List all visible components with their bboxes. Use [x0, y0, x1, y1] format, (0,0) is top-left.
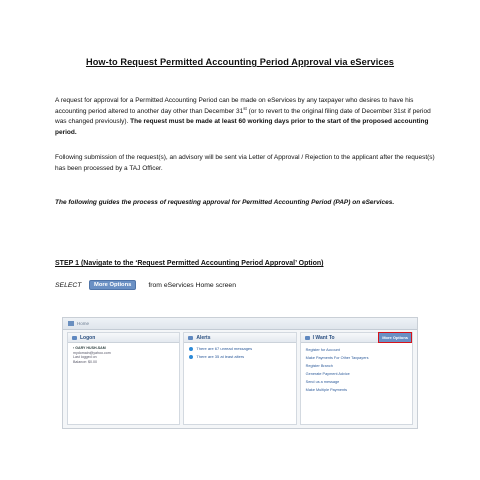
last-logged: Last logged on — [73, 355, 97, 360]
intro-superscript: st — [243, 105, 247, 111]
advisory-paragraph: Following submission of the request(s), an advisory will be sent via Letter of Approval / Rejection to the applicant after the request(s) has been processed by a TAJ Officer. — [55, 154, 435, 172]
list-item: Register for Account — [305, 348, 340, 352]
logon-details — [68, 343, 179, 367]
step1-heading: STEP 1 (Navigate to the ‘Request Permitted Accounting Period Approval’ Option) — [55, 260, 324, 267]
home-label: Home — [77, 321, 90, 326]
guide-intro-paragraph: The following guides the process of requesting approval for Permitted Accounting Period (PAP) on eServices. — [55, 199, 395, 206]
logon-panel-header — [68, 333, 179, 343]
select-suffix: from eServices Home screen — [148, 281, 236, 289]
alert-item: There are 35 at least alters — [184, 351, 295, 359]
info-dot-icon — [189, 347, 193, 351]
document-title: How-to Request Permitted Accounting Period Approval via eServices — [85, 57, 395, 67]
logon-heading: Logon — [80, 334, 96, 341]
more-options-button-image: More Options — [89, 280, 136, 290]
i-want-to-panel — [300, 332, 413, 425]
intro-text-continued: (or to revert to the original filing date of December 31st if period was changed previously). — [55, 107, 431, 126]
balance: Balance: $0.00 — [73, 359, 97, 364]
list-item: Send us a message — [305, 380, 340, 384]
alerts-panel-header — [184, 333, 295, 343]
intro-paragraph — [55, 96, 435, 138]
intro-text: A request for approval for a Permitted Accounting Period can be made on eServices by any taxpayer who desires to have his accounting period altered to another day other than December 31 — [55, 97, 414, 115]
bell-icon — [188, 336, 193, 340]
list-item: Make Multiple Payments — [305, 388, 348, 392]
select-instruction — [55, 280, 236, 290]
alert-item: There are 67 unread messages — [184, 343, 295, 351]
user-name: › GARY HUSH-SAM — [73, 346, 106, 350]
alerts-panel — [183, 332, 296, 425]
more-options-highlighted: More Options — [379, 333, 411, 342]
user-icon — [72, 336, 77, 340]
eservices-home-screenshot — [62, 317, 418, 429]
home-icon — [68, 321, 74, 326]
i-want-to-list — [301, 343, 412, 397]
i-want-to-heading: I Want To — [312, 334, 335, 341]
info-dot-icon — [189, 355, 193, 359]
intro-bold-requirement: The request must be made at least 60 working days prior to the start of the proposed accounting period. — [55, 118, 429, 136]
select-word: SELECT — [55, 281, 82, 289]
alerts-heading: Alerts — [196, 334, 211, 341]
home-bar — [63, 318, 417, 330]
dashboard-panels — [67, 332, 413, 425]
logon-panel — [67, 332, 180, 425]
list-item: Make Payments For Other Taxpayers — [305, 356, 369, 360]
user-email: mydomain@yahoo.com — [73, 350, 111, 355]
list-item: Register Branch — [305, 364, 333, 368]
list-icon — [305, 336, 310, 340]
list-item: Generate Payment Advice — [305, 372, 350, 376]
